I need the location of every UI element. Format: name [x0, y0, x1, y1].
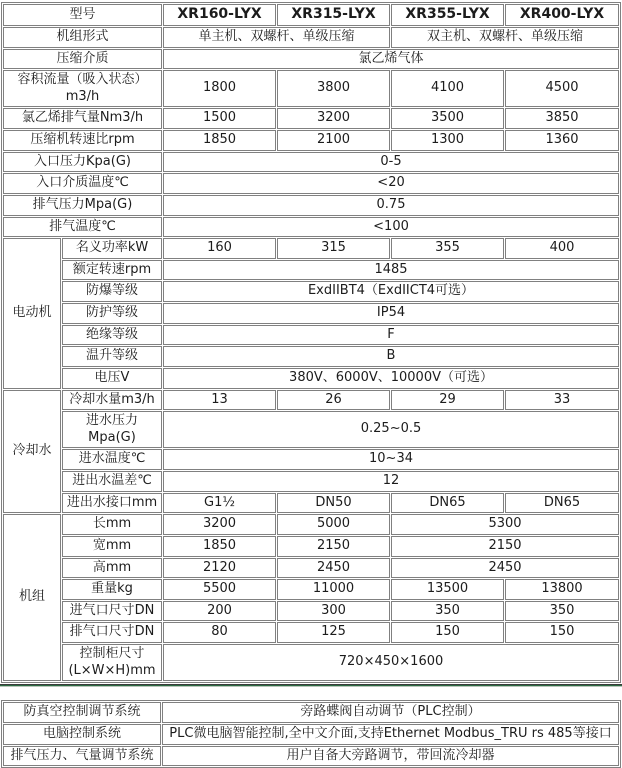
table-row [3, 217, 619, 238]
row-label-cell: 温升等级 [62, 346, 162, 367]
value-cell: 3200 [163, 514, 276, 535]
value-cell: 2450 [277, 558, 390, 579]
row-label-cell: 进水温度℃ [62, 449, 162, 470]
value-cell: 26 [277, 390, 390, 411]
value-cell: 125 [277, 622, 390, 643]
row-label-cell: 防真空控制调节系统 [3, 702, 161, 723]
value-cell: G1½ [163, 493, 276, 514]
value-cell: 旁路蝶阀自动调节（PLC控制） [162, 702, 619, 723]
row-label-cell: 绝缘等级 [62, 325, 162, 346]
value-cell: 355 [391, 238, 504, 259]
table-row [3, 195, 619, 216]
spec-table-main [1, 2, 621, 683]
section-label-cell: 电动机 [3, 238, 61, 388]
row-label-cell: 入口压力Kpa(G) [3, 152, 162, 173]
value-cell: 33 [505, 390, 619, 411]
table-row [3, 108, 619, 129]
separator-line [0, 684, 622, 687]
value-cell: 13800 [505, 579, 619, 600]
table-row [3, 644, 619, 681]
model-name-cell: XR400-LYX [505, 4, 619, 26]
value-cell: 3850 [505, 108, 619, 129]
value-cell: 2150 [277, 536, 390, 557]
value-cell: <100 [163, 217, 619, 238]
value-cell: 1500 [163, 108, 276, 129]
value-cell: 3200 [277, 108, 390, 129]
table-row [3, 281, 619, 302]
table-row [3, 173, 619, 194]
row-label-cell: 容积流量（吸入状态）m3/h [3, 70, 162, 107]
row-label-cell: 入口介质温度℃ [3, 173, 162, 194]
row-label-cell: 型号 [3, 4, 162, 26]
value-cell: 380V、6000V、10000V（可选） [163, 368, 619, 389]
value-cell: 1850 [163, 536, 276, 557]
value-cell: 2120 [163, 558, 276, 579]
row-label-cell: 排气口尺寸DN [62, 622, 162, 643]
row-label-cell: 额定转速rpm [62, 260, 162, 281]
value-cell: 双主机、双螺杆、单级压缩 [391, 27, 619, 48]
table-row [3, 303, 619, 324]
value-cell: 150 [391, 622, 504, 643]
row-label-cell: 冷却水量m3/h [62, 390, 162, 411]
value-cell: 2100 [277, 130, 390, 151]
value-cell: 13500 [391, 579, 504, 600]
value-cell: 单主机、双螺杆、单级压缩 [163, 27, 390, 48]
row-label-cell: 高mm [62, 558, 162, 579]
value-cell: 5000 [277, 514, 390, 535]
table-row [3, 601, 619, 622]
row-label-cell: 氯乙烯排气量Nm3/h [3, 108, 162, 129]
table-row [3, 449, 619, 470]
value-cell: 13 [163, 390, 276, 411]
table-row [3, 493, 619, 514]
row-label-cell: 防护等级 [62, 303, 162, 324]
table-row [3, 238, 619, 259]
table-row [3, 260, 619, 281]
value-cell: PLC微电脑智能控制,全中文介面,支持Ethernet Modbus_TRU rs 485等接口 [162, 724, 619, 745]
table-row [3, 411, 619, 448]
value-cell: 1300 [391, 130, 504, 151]
table-row [3, 346, 619, 367]
page [0, 2, 622, 763]
table-row [3, 152, 619, 173]
row-label-cell: 进出水接口mm [62, 493, 162, 514]
row-label-cell: 名义功率kW [62, 238, 162, 259]
row-label-cell: 防爆等级 [62, 281, 162, 302]
table-row [3, 724, 619, 745]
value-cell: IP54 [163, 303, 619, 324]
table-row [3, 4, 619, 26]
row-label-cell: 排气压力Mpa(G) [3, 195, 162, 216]
table-row [3, 70, 619, 107]
value-cell: DN65 [505, 493, 619, 514]
value-cell: 80 [163, 622, 276, 643]
table-row [3, 702, 619, 723]
row-label-cell: 电脑控制系统 [3, 724, 161, 745]
value-cell: <20 [163, 173, 619, 194]
value-cell: 150 [505, 622, 619, 643]
control-systems-table [1, 700, 621, 768]
table-row [3, 579, 619, 600]
value-cell: 10~34 [163, 449, 619, 470]
value-cell: 3800 [277, 70, 390, 107]
value-cell: 2450 [391, 558, 619, 579]
value-cell: F [163, 325, 619, 346]
row-label-cell: 长mm [62, 514, 162, 535]
value-cell: 用户自备大旁路调节，带回流冷却器 [162, 746, 619, 767]
value-cell: 1360 [505, 130, 619, 151]
value-cell: 2150 [391, 536, 619, 557]
value-cell: 0.25~0.5 [163, 411, 619, 448]
table-row [3, 27, 619, 48]
table-row [3, 325, 619, 346]
row-label-cell: 压缩机转速比rpm [3, 130, 162, 151]
value-cell: 29 [391, 390, 504, 411]
model-name-cell: XR315-LYX [277, 4, 390, 26]
value-cell: DN65 [391, 493, 504, 514]
row-label-cell: 重量kg [62, 579, 162, 600]
value-cell: 720×450×1600 [163, 644, 619, 681]
spec-table-main-body [3, 4, 619, 681]
value-cell: DN50 [277, 493, 390, 514]
value-cell: 0-5 [163, 152, 619, 173]
table-row [3, 514, 619, 535]
row-label-cell: 压缩介质 [3, 49, 162, 70]
table-row [3, 368, 619, 389]
row-label-cell: 进水压力Mpa(G) [62, 411, 162, 448]
table-row [3, 622, 619, 643]
table-row [3, 390, 619, 411]
value-cell: 1800 [163, 70, 276, 107]
row-label-cell: 进气口尺寸DN [62, 601, 162, 622]
row-label-cell: 电压V [62, 368, 162, 389]
table-row [3, 558, 619, 579]
row-label-cell: 机组形式 [3, 27, 162, 48]
value-cell: 4100 [391, 70, 504, 107]
value-cell: 1485 [163, 260, 619, 281]
model-name-cell: XR160-LYX [163, 4, 276, 26]
table-row [3, 746, 619, 767]
value-cell: 400 [505, 238, 619, 259]
value-cell: B [163, 346, 619, 367]
value-cell: 5300 [391, 514, 619, 535]
value-cell: 300 [277, 601, 390, 622]
value-cell: 5500 [163, 579, 276, 600]
value-cell: 12 [163, 471, 619, 492]
value-cell: 160 [163, 238, 276, 259]
table-row [3, 471, 619, 492]
value-cell: 315 [277, 238, 390, 259]
table-row [3, 49, 619, 70]
model-name-cell: XR355-LYX [391, 4, 504, 26]
control-systems-table-body [3, 702, 619, 766]
value-cell: 4500 [505, 70, 619, 107]
value-cell: 氯乙烯气体 [163, 49, 619, 70]
row-label-cell: 进出水温差℃ [62, 471, 162, 492]
value-cell: 0.75 [163, 195, 619, 216]
table-row [3, 130, 619, 151]
spec-sheet [0, 2, 622, 768]
row-label-cell: 排气压力、气量调节系统 [3, 746, 161, 767]
value-cell: 200 [163, 601, 276, 622]
value-cell: 11000 [277, 579, 390, 600]
section-label-cell: 机组 [3, 514, 61, 681]
row-label-cell: 控制柜尺寸(L×W×H)mm [62, 644, 162, 681]
value-cell: 1850 [163, 130, 276, 151]
row-label-cell: 排气温度℃ [3, 217, 162, 238]
table-row [3, 536, 619, 557]
value-cell: 3500 [391, 108, 504, 129]
value-cell: 350 [391, 601, 504, 622]
section-label-cell: 冷却水 [3, 390, 61, 514]
value-cell: ExdIIBT4（ExdIICT4可选） [163, 281, 619, 302]
row-label-cell: 宽mm [62, 536, 162, 557]
value-cell: 350 [505, 601, 619, 622]
